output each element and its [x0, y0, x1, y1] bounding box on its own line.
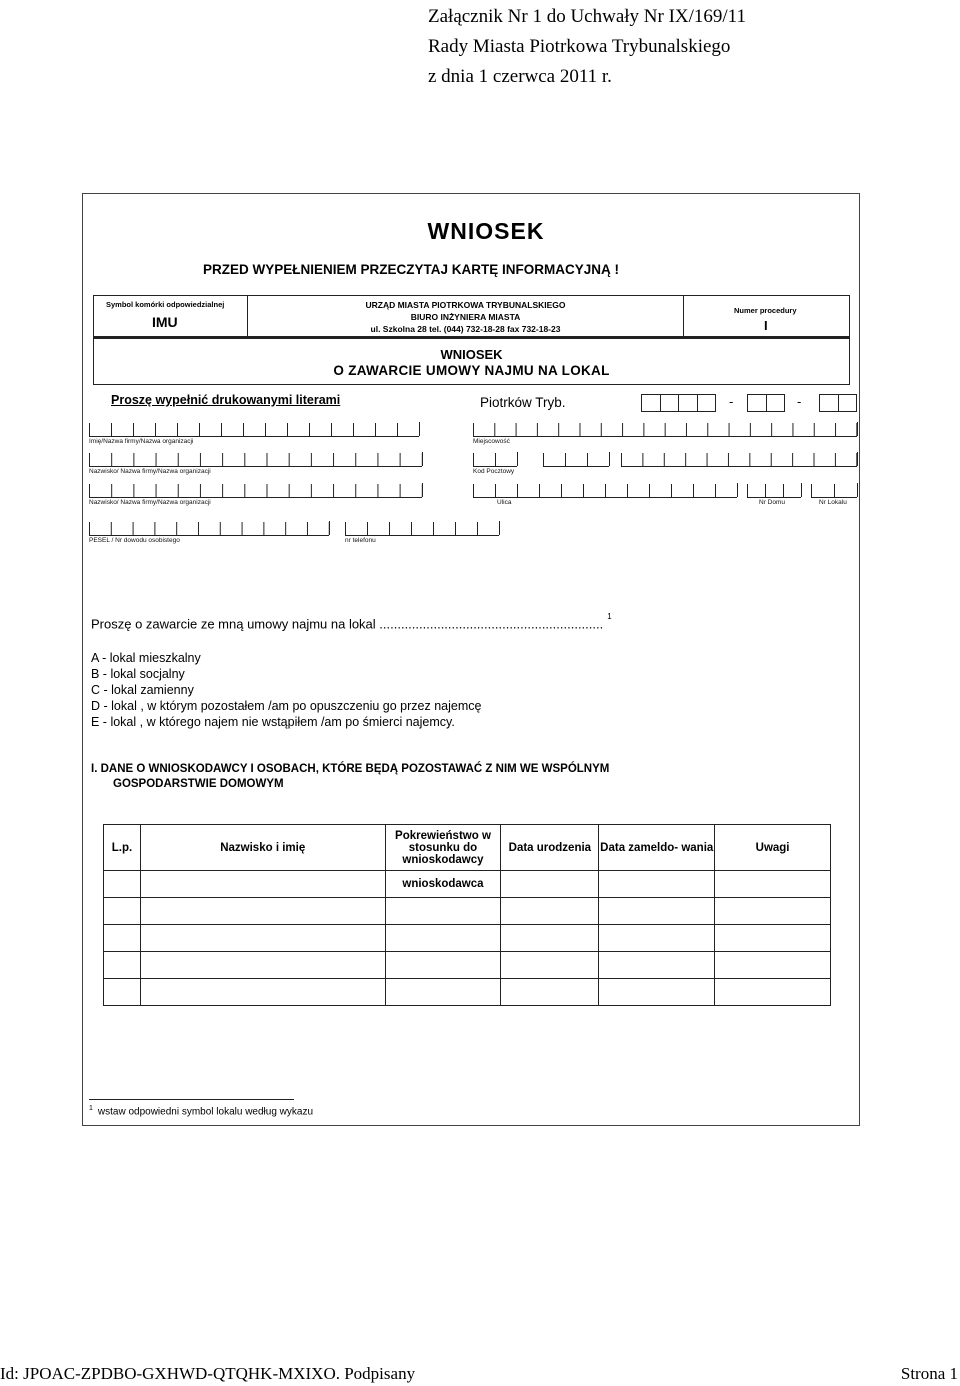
locality-label: Miejscowość — [473, 438, 510, 445]
header-line-1: Załącznik Nr 1 do Uchwały Nr IX/169/11 — [428, 6, 746, 27]
table-cell[interactable] — [140, 898, 385, 925]
flat-number-field[interactable] — [811, 484, 857, 498]
phone-label: nr telefonu — [345, 537, 376, 544]
name-field-3-label: Nazwisko/ Nazwa firmy/Nazwa organizacji — [89, 499, 211, 506]
date-separator-1: - — [729, 394, 734, 409]
table-cell[interactable] — [104, 952, 141, 979]
footnote: $^1$ wstaw odpowiedni symbol lokalu według wykazu — [89, 1105, 314, 1118]
fill-instruction: Proszę wypełnić drukowanymi literami — [111, 393, 341, 407]
street-label: Ulica — [497, 499, 512, 506]
date-month-boxes[interactable] — [747, 394, 785, 412]
col-name: Nazwisko i imię — [140, 825, 385, 871]
header-line-3: z dnia 1 czerwca 2011 r. — [428, 66, 612, 87]
table-row — [104, 898, 831, 925]
house-number-field[interactable] — [747, 484, 801, 498]
postal-code-part-2[interactable] — [543, 453, 609, 467]
table-cell[interactable] — [385, 898, 501, 925]
house-number-label: Nr Domu — [759, 499, 786, 506]
street-field[interactable] — [473, 484, 737, 498]
table-cell[interactable] — [140, 925, 385, 952]
table-cell[interactable] — [104, 979, 141, 1006]
table-cell[interactable] — [104, 925, 141, 952]
office-box — [248, 295, 684, 337]
table-header-row — [104, 825, 831, 871]
table-cell[interactable] — [501, 952, 599, 979]
page-number: Strona 1 — [900, 1364, 958, 1383]
col-relationship: Pokrewieństwo w stosunku do wnioskodawcy — [385, 825, 501, 871]
household-table — [103, 824, 831, 1006]
table-row — [104, 871, 831, 898]
pesel-label: PESEL / Nr dowodu osobistego — [89, 537, 180, 544]
table-row — [104, 952, 831, 979]
table-row — [104, 979, 831, 1006]
table-cell[interactable] — [501, 898, 599, 925]
postal-code-part-1[interactable] — [473, 453, 517, 467]
procedure-box — [684, 295, 850, 337]
lokal-type-d: D - lokal , w którym pozostałem /am po opuszczeniu go przez najemcę — [91, 699, 482, 713]
table-cell[interactable] — [140, 871, 385, 898]
table-cell[interactable] — [385, 925, 501, 952]
locality-field[interactable] — [473, 423, 857, 437]
table-cell[interactable] — [501, 979, 599, 1006]
procedure-value: I — [764, 318, 768, 333]
col-lp: L.p. — [104, 825, 141, 871]
application-form-scan — [82, 193, 860, 1126]
table-cell[interactable] — [599, 952, 715, 979]
table-cell[interactable] — [599, 979, 715, 1006]
lokal-type-e: E - lokal , w którego najem nie wstąpiłem /am po śmierci najemcy. — [91, 715, 455, 729]
office-line-3: ul. Szkolna 28 tel. (044) 732-18-28 fax 732-18-23 — [370, 324, 561, 334]
form-subject-title: WNIOSEK — [440, 347, 503, 362]
header-line-2: Rady Miasta Piotrkowa Trybunalskiego — [428, 36, 731, 57]
section-heading — [91, 762, 609, 792]
col-registration-date: Data zameldo- wania — [599, 825, 715, 871]
pesel-field[interactable] — [89, 522, 329, 536]
procedure-label: Numer procedury — [734, 306, 797, 315]
table-cell[interactable] — [501, 925, 599, 952]
table-cell[interactable] — [715, 952, 831, 979]
flat-number-label: Nr Lokalu — [819, 499, 847, 506]
name-field-1[interactable] — [89, 423, 419, 437]
name-field-1-label: Imię/Nazwa firmy/Nazwa organizacji — [89, 438, 194, 445]
col-notes: Uwagi — [715, 825, 831, 871]
unit-symbol-value: IMU — [152, 314, 178, 330]
date-day-boxes[interactable] — [819, 394, 857, 412]
footnote-divider — [89, 1099, 294, 1100]
form-subject-subtitle: O ZAWARCIE UMOWY NAJMU NA LOKAL — [333, 363, 610, 378]
office-line-2: BIURO INŻYNIERA MIASTA — [410, 312, 521, 322]
table-cell[interactable] — [385, 979, 501, 1006]
unit-symbol-label: Symbol komórki odpowiedzialnej — [106, 300, 225, 309]
table-cell[interactable] — [715, 925, 831, 952]
table-row — [104, 925, 831, 952]
table-cell[interactable] — [140, 979, 385, 1006]
table-cell[interactable] — [501, 871, 599, 898]
table-cell[interactable] — [599, 925, 715, 952]
lokal-type-a: A - lokal mieszkalny — [91, 651, 201, 665]
name-field-3[interactable] — [89, 484, 422, 498]
table-cell[interactable] — [599, 871, 715, 898]
col-birth-date: Data urodzenia — [501, 825, 599, 871]
attachment-header — [428, 2, 746, 92]
lokal-type-c: C - lokal zamienny — [91, 683, 194, 697]
section-heading-line-2: GOSPODARSTWIE DOMOWYM — [113, 778, 284, 790]
unit-symbol-box — [93, 295, 248, 337]
request-text: Proszę o zawarcie ze mną umowy najmu na lokal .............................................................. $^1$ — [91, 612, 612, 632]
city-label: Piotrków Tryb. — [480, 395, 566, 410]
form-title: WNIOSEK — [427, 218, 545, 244]
postal-code-label: Kod Pocztowy — [473, 468, 515, 475]
document-id: Id: JPOAC-ZPDBO-GXHWD-QTQHK-MXIXO. Podpisany — [0, 1364, 416, 1383]
postal-extra-field[interactable] — [621, 453, 857, 467]
table-cell[interactable] — [104, 871, 141, 898]
table-cell[interactable] — [104, 898, 141, 925]
table-cell[interactable] — [715, 979, 831, 1006]
table-cell[interactable] — [140, 952, 385, 979]
table-cell[interactable] — [715, 871, 831, 898]
name-field-2-label: Nazwisko/ Nazwa firmy/Nazwa organizacji — [89, 468, 211, 475]
name-field-2[interactable] — [89, 453, 422, 467]
office-line-1: URZĄD MIASTA PIOTRKOWA TRYBUNALSKIEGO — [365, 300, 566, 310]
lokal-types-list — [91, 650, 481, 730]
applicant-cell: wnioskodawca — [385, 871, 501, 898]
table-cell[interactable] — [599, 898, 715, 925]
section-heading-line-1: I. DANE O WNIOSKODAWCY I OSOBACH, KTÓRE BĘDĄ POZOSTAWAĆ Z NIM WE WSPÓLNYM — [91, 763, 610, 775]
date-year-boxes[interactable] — [641, 394, 716, 412]
lokal-type-b: B - lokal socjalny — [91, 667, 185, 681]
table-cell[interactable] — [385, 952, 501, 979]
phone-field[interactable] — [345, 522, 499, 536]
table-cell[interactable] — [715, 898, 831, 925]
form-instruction: PRZED WYPEŁNIENIEM PRZECZYTAJ KARTĘ INFORMACYJNĄ ! — [203, 262, 620, 277]
date-separator-2: - — [797, 394, 802, 409]
form-subject-box — [93, 337, 850, 385]
